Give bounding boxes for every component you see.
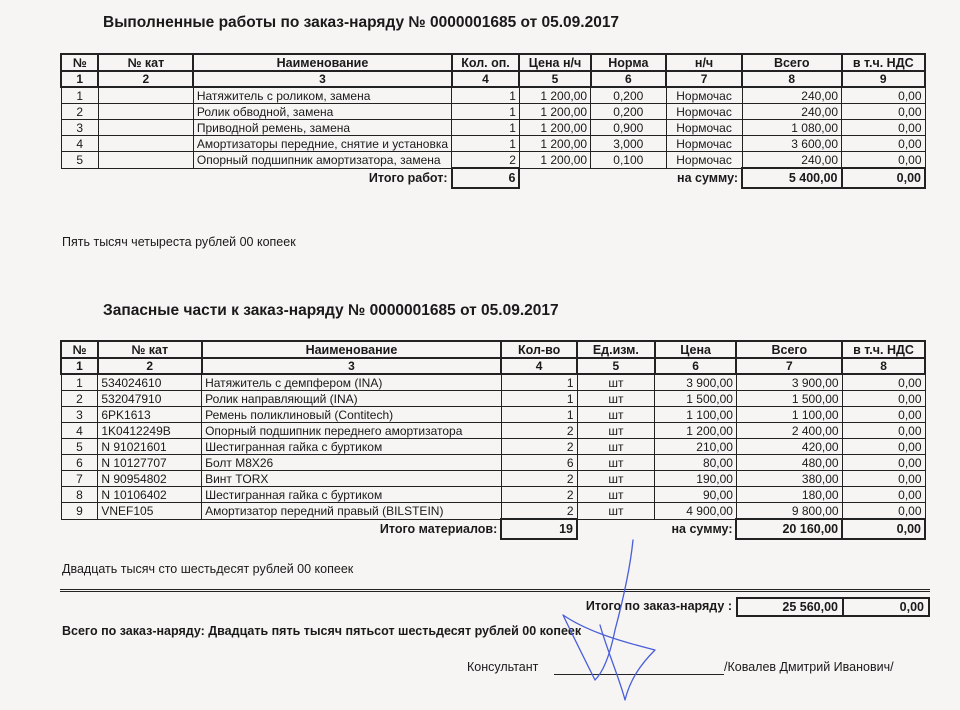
parts-cell-qty: 1 [501,407,577,423]
parts-row [61,471,925,487]
works-cell-qty: 1 [452,120,520,136]
signature-role: Консультант [467,660,539,674]
parts-cell-cat: N 10106402 [98,487,202,503]
parts-cell-n: 5 [61,439,98,455]
works-cell-norm: 0,200 [591,104,667,120]
parts-total-row [61,519,925,539]
parts-header-cell: № [61,341,98,358]
works-header-cell: Кол. оп. [452,54,520,71]
parts-cell-unit: шт [577,391,655,407]
works-cell-cat [98,87,193,104]
parts-cell-cat: N 90954802 [98,471,202,487]
works-sum-label: на сумму: [677,171,739,186]
parts-cell-name: Винт TORX [202,471,502,487]
parts-cell-vat: 0,00 [842,374,925,391]
works-header-cell: № кат [98,54,193,71]
works-cell-unit: Нормочас [666,152,742,169]
parts-header-cell: Цена [655,341,737,358]
parts-cell-n: 7 [61,471,98,487]
works-cell-n: 5 [61,152,98,169]
parts-cell-total: 2 400,00 [736,423,842,439]
works-cell-n: 2 [61,104,98,120]
works-total-label: Итого работ: [368,171,448,186]
parts-total-vat: 0,00 [842,519,925,539]
works-cell-unit: Нормочас [666,120,742,136]
works-cell-n: 3 [61,120,98,136]
grand-amount-in-words: Всего по заказ-наряду: Двадцать пять тысяч пятьсот шестьдесят рублей 00 копеек [62,624,582,638]
works-cell-name: Опорный подшипник амортизатора, замена [193,152,451,169]
works-cell-total: 1 080,00 [742,120,841,136]
parts-cell-name: Шестигранная гайка с буртиком [202,439,502,455]
parts-column-number: 8 [842,358,925,374]
works-cell-cat [98,120,193,136]
parts-cell-price: 80,00 [655,455,737,471]
works-cell-qty: 1 [452,104,520,120]
parts-cell-unit: шт [577,439,655,455]
parts-cell-unit: шт [577,423,655,439]
works-cell-qty: 1 [452,87,520,104]
parts-amount-in-words: Двадцать тысяч сто шестьдесят рублей 00 копеек [62,562,354,576]
works-column-number: 2 [98,71,193,87]
parts-cell-cat: N 10127707 [98,455,202,471]
parts-header-cell: Ед.изм. [577,341,655,358]
parts-cell-vat: 0,00 [842,423,925,439]
parts-cell-vat: 0,00 [842,407,925,423]
works-cell-total: 240,00 [742,104,841,120]
parts-cell-qty: 2 [501,503,577,520]
parts-cell-price: 1 200,00 [655,423,737,439]
works-column-number: 3 [193,71,451,87]
parts-column-number: 2 [98,358,202,374]
parts-cell-name: Шестигранная гайка с буртиком [202,487,502,503]
works-total-vat: 0,00 [842,168,926,188]
works-cell-unit: Нормочас [666,104,742,120]
parts-header-cell: в т.ч. НДС [842,341,925,358]
parts-cell-price: 210,00 [655,439,737,455]
parts-header-row [61,341,925,358]
parts-row [61,439,925,455]
parts-cell-unit: шт [577,503,655,520]
works-header-cell: в т.ч. НДС [842,54,926,71]
parts-cell-price: 1 100,00 [655,407,737,423]
parts-total-label: Итого материалов: [379,522,498,537]
signature-name: /Ковалев Дмитрий Иванович/ [724,660,894,674]
parts-cell-n: 1 [61,374,98,391]
parts-cell-vat: 0,00 [842,487,925,503]
parts-cell-price: 1 500,00 [655,391,737,407]
works-header-cell: Цена н/ч [519,54,590,71]
parts-cell-price: 3 900,00 [655,374,737,391]
works-header-cell: Наименование [193,54,451,71]
works-cell-unit: Нормочас [666,87,742,104]
parts-column-number: 1 [61,358,98,374]
works-cell-norm: 0,100 [591,152,667,169]
grand-divider [60,589,930,592]
parts-cell-n: 2 [61,391,98,407]
works-row [61,104,925,120]
parts-cell-qty: 1 [501,391,577,407]
works-cell-vat: 0,00 [842,104,926,120]
works-total-row [61,168,925,188]
works-column-number: 5 [519,71,590,87]
parts-cell-vat: 0,00 [842,471,925,487]
parts-cell-cat: 534024610 [98,374,202,391]
works-column-numbers [61,71,925,87]
grand-total-sum: 25 560,00 [736,597,844,617]
works-column-number: 7 [666,71,742,87]
parts-cell-n: 3 [61,407,98,423]
works-row [61,136,925,152]
parts-sum-label: на сумму: [671,522,733,537]
works-cell-unit: Нормочас [666,136,742,152]
works-cell-vat: 0,00 [842,120,926,136]
parts-cell-n: 6 [61,455,98,471]
works-cell-name: Натяжитель с роликом, замена [193,87,451,104]
parts-cell-qty: 6 [501,455,577,471]
works-cell-norm: 0,900 [591,120,667,136]
parts-row [61,503,925,520]
parts-cell-total: 1 500,00 [736,391,842,407]
works-title: Выполненные работы по заказ-наряду № 0000001685 от 05.09.2017 [103,14,620,31]
parts-cell-cat: 6PK1613 [98,407,202,423]
parts-cell-name: Болт М8X26 [202,455,502,471]
works-table [60,53,926,189]
parts-cell-n: 4 [61,423,98,439]
parts-cell-cat: VNEF105 [98,503,202,520]
parts-total-sum: 20 160,00 [736,519,842,539]
parts-cell-name: Натяжитель с демпфером (INA) [202,374,502,391]
works-header-cell: Всего [742,54,841,71]
parts-cell-name: Ролик направляющий (INA) [202,391,502,407]
parts-cell-unit: шт [577,471,655,487]
works-row [61,120,925,136]
parts-total-qty: 19 [501,519,577,539]
works-cell-norm: 0,200 [591,87,667,104]
parts-cell-total: 180,00 [736,487,842,503]
parts-row [61,391,925,407]
parts-column-number: 3 [202,358,502,374]
parts-cell-unit: шт [577,487,655,503]
parts-row [61,423,925,439]
works-cell-total: 240,00 [742,152,841,169]
works-cell-norm: 3,000 [591,136,667,152]
parts-cell-total: 380,00 [736,471,842,487]
works-column-number: 4 [452,71,520,87]
works-cell-vat: 0,00 [842,152,926,169]
parts-cell-total: 480,00 [736,455,842,471]
works-cell-name: Приводной ремень, замена [193,120,451,136]
works-column-number: 1 [61,71,98,87]
parts-header-cell: Всего [736,341,842,358]
works-cell-price: 1 200,00 [519,87,590,104]
parts-row [61,455,925,471]
works-cell-price: 1 200,00 [519,104,590,120]
works-cell-cat [98,136,193,152]
works-cell-qty: 2 [452,152,520,169]
parts-cell-price: 4 900,00 [655,503,737,520]
works-cell-price: 1 200,00 [519,136,590,152]
parts-cell-name: Опорный подшипник переднего амортизатора [202,423,502,439]
parts-row [61,487,925,503]
works-amount-in-words: Пять тысяч четыреста рублей 00 копеек [62,235,296,249]
parts-cell-qty: 1 [501,374,577,391]
works-cell-n: 4 [61,136,98,152]
parts-cell-vat: 0,00 [842,503,925,520]
parts-cell-total: 9 800,00 [736,503,842,520]
works-cell-n: 1 [61,87,98,104]
works-row [61,152,925,169]
parts-row [61,374,925,391]
works-row [61,87,925,104]
works-cell-name: Амортизаторы передние, снятие и установка [193,136,451,152]
works-total-qty: 6 [452,168,520,188]
parts-cell-cat: 532047910 [98,391,202,407]
parts-cell-unit: шт [577,407,655,423]
works-cell-price: 1 200,00 [519,120,590,136]
parts-cell-n: 9 [61,503,98,520]
works-header-cell: н/ч [666,54,742,71]
parts-cell-n: 8 [61,487,98,503]
parts-cell-qty: 2 [501,471,577,487]
works-header-cell: № [61,54,98,71]
parts-header-cell: Наименование [202,341,502,358]
parts-cell-total: 3 900,00 [736,374,842,391]
parts-title: Запасные части к заказ-наряду № 0000001685 от 05.09.2017 [103,302,559,319]
works-cell-qty: 1 [452,136,520,152]
works-cell-price: 1 200,00 [519,152,590,169]
parts-cell-price: 190,00 [655,471,737,487]
parts-header-cell: Кол-во [501,341,577,358]
works-column-number: 9 [842,71,926,87]
works-cell-cat [98,104,193,120]
works-cell-cat [98,152,193,169]
works-total-sum: 5 400,00 [742,168,841,188]
parts-column-numbers [61,358,925,374]
works-column-number: 6 [591,71,667,87]
works-cell-vat: 0,00 [842,87,926,104]
parts-header-cell: № кат [98,341,202,358]
parts-column-number: 5 [577,358,655,374]
parts-cell-cat: N 91021601 [98,439,202,455]
parts-cell-unit: шт [577,455,655,471]
grand-total-vat: 0,00 [842,597,930,617]
works-cell-total: 3 600,00 [742,136,841,152]
parts-column-number: 6 [655,358,737,374]
parts-cell-vat: 0,00 [842,439,925,455]
parts-cell-cat: 1K0412249B [98,423,202,439]
parts-cell-price: 90,00 [655,487,737,503]
works-header-cell: Норма [591,54,667,71]
parts-cell-unit: шт [577,374,655,391]
parts-cell-qty: 2 [501,487,577,503]
works-cell-vat: 0,00 [842,136,926,152]
works-header-row [61,54,925,71]
grand-total-label: Итого по заказ-наряду : [585,599,732,613]
parts-cell-total: 1 100,00 [736,407,842,423]
parts-cell-name: Ремень поликлиновый (Contitech) [202,407,502,423]
parts-column-number: 4 [501,358,577,374]
parts-cell-qty: 2 [501,423,577,439]
parts-cell-vat: 0,00 [842,391,925,407]
parts-table [60,340,926,540]
works-cell-total: 240,00 [742,87,841,104]
parts-cell-qty: 2 [501,439,577,455]
parts-cell-total: 420,00 [736,439,842,455]
parts-column-number: 7 [736,358,842,374]
handwritten-signature [545,530,685,705]
parts-cell-name: Амортизатор передний правый (BILSTEIN) [202,503,502,520]
parts-cell-vat: 0,00 [842,455,925,471]
works-column-number: 8 [742,71,841,87]
parts-row [61,407,925,423]
works-cell-name: Ролик обводной, замена [193,104,451,120]
